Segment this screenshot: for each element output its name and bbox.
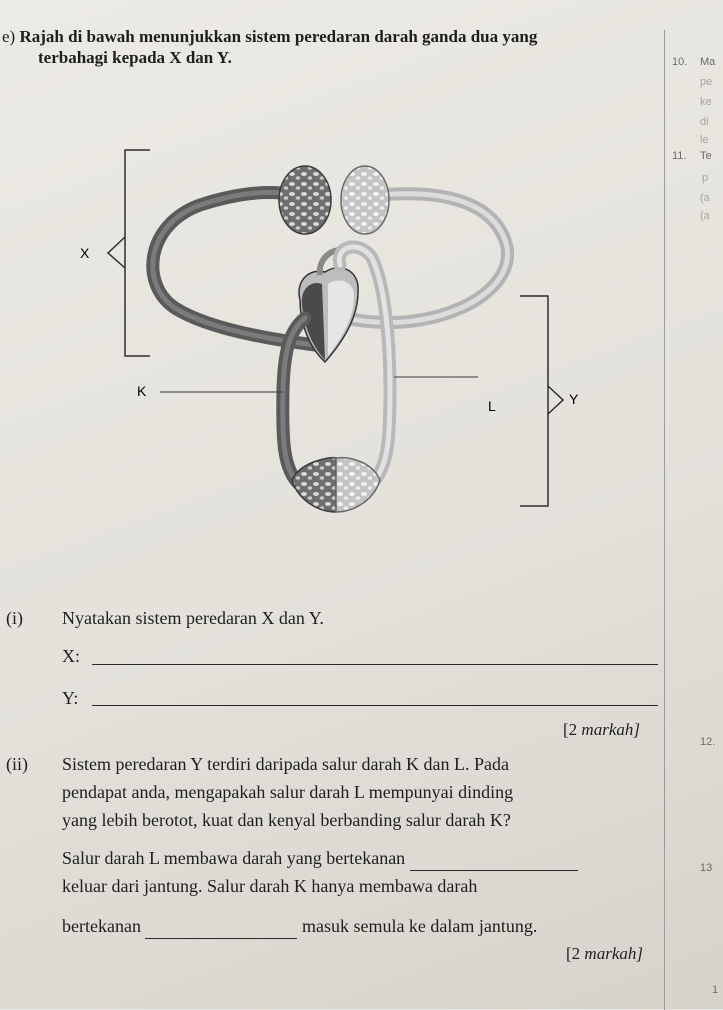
side-q10-number: 10. <box>672 56 688 68</box>
side-fragment-ke: ke <box>700 96 712 108</box>
part-i-marks <box>563 720 640 740</box>
part-i-question: Nyatakan sistem peredaran X dan Y. <box>62 608 324 628</box>
part-ii-answer1 <box>62 846 578 871</box>
side-q14-number: 1 <box>712 984 719 996</box>
answer-x-label: X: <box>62 646 80 666</box>
side-fragment-a2: (a <box>700 210 710 222</box>
question-intro-line1: Rajah di bawah menunjukkan sistem peredaran darah ganda dua yang <box>19 27 538 46</box>
double-circulation-diagram <box>40 120 600 520</box>
part-ii-answer1-text: Salur darah L membawa darah yang bertekanan <box>62 848 406 868</box>
lung-capillary-right <box>341 166 389 234</box>
answer-x-line[interactable] <box>92 664 658 665</box>
answer-y-line[interactable] <box>92 705 658 706</box>
part-ii-line1: Sistem peredaran Y terdiri daripada salur darah K dan L. Pada <box>62 754 509 774</box>
part-i-marks-number: [2 <box>563 720 578 739</box>
part-ii-marks-number: [2 <box>566 944 581 963</box>
body-capillary <box>292 458 380 512</box>
label-l: L <box>488 398 496 414</box>
part-i-marks-word: markah] <box>581 720 640 739</box>
side-fragment-le: le <box>700 134 709 146</box>
bracket-x <box>108 150 150 356</box>
side-q11-number: 11. <box>672 150 687 162</box>
label-y: Y <box>569 391 579 407</box>
side-fragment-a1: (a <box>700 192 710 204</box>
side-q10-fragment: Ma <box>700 56 716 68</box>
part-ii-answer3-text-b: masuk semula ke dalam jantung. <box>301 916 538 936</box>
answer-blank-1[interactable] <box>410 846 578 871</box>
part-ii-answer3-text-a: bertekanan <box>62 916 141 936</box>
side-fragment-pe: pe <box>700 76 713 88</box>
part-ii-marks <box>566 944 643 964</box>
part-ii-answer2: keluar dari jantung. Salur darah K hanya membawa darah <box>62 876 478 896</box>
side-q13-number: 13 <box>700 862 713 874</box>
bracket-y <box>520 296 563 506</box>
question-intro-line2: terbahagi kepada X dan Y. <box>38 48 232 67</box>
side-q12-number: 12. <box>700 736 716 748</box>
part-i-number: (i) <box>6 608 23 628</box>
margin-divider <box>664 30 665 1010</box>
side-fragment-di: di <box>700 116 709 128</box>
side-fragment-p: p <box>702 172 709 184</box>
label-x: X <box>80 245 90 261</box>
label-k: K <box>137 383 147 399</box>
answer-y-label: Y: <box>62 688 79 708</box>
question-intro <box>0 26 640 68</box>
answer-blank-2[interactable] <box>145 914 297 939</box>
side-q11-fragment: Te <box>700 150 712 162</box>
part-ii-line3: yang lebih berotot, kuat dan kenyal berbanding salur darah K? <box>62 810 511 830</box>
part-ii-answer3 <box>62 914 537 939</box>
part-ii-marks-word: markah] <box>584 944 643 963</box>
question-number: e) <box>2 27 16 46</box>
part-ii-number: (ii) <box>6 754 28 774</box>
lung-capillary-left <box>279 166 331 234</box>
part-ii-line2: pendapat anda, mengapakah salur darah L mempunyai dinding <box>62 782 514 802</box>
